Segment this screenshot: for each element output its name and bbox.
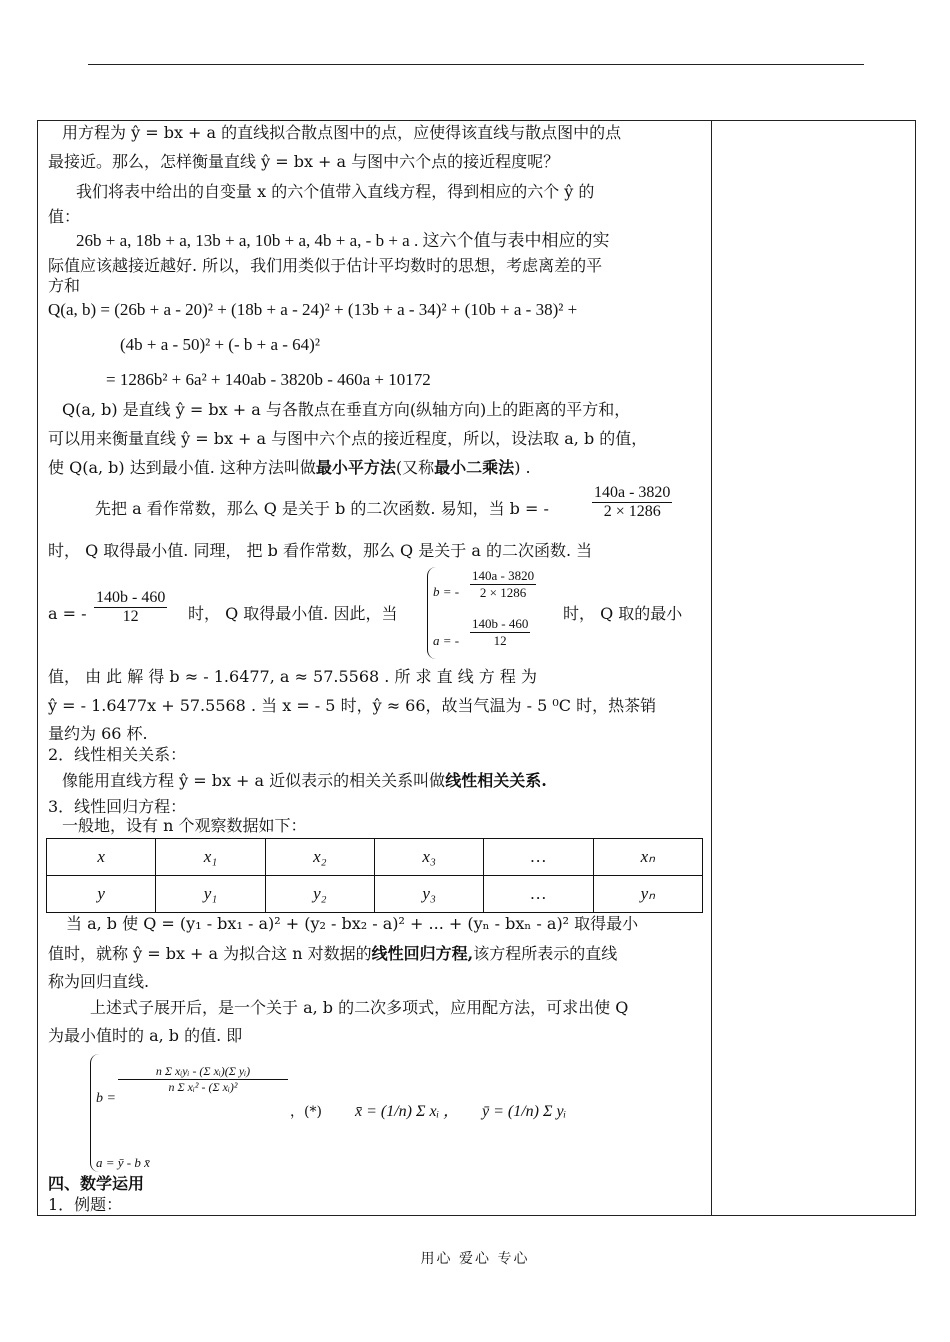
text-line: 时， Q 取得最小值. 同理， 把 b 看作常数，那么 Q 是关于 a 的二次函数. 当	[48, 541, 593, 560]
text-line: 最接近。那么，怎样衡量直线 ŷ = bx + a 与图中六个点的接近程度呢？	[48, 152, 560, 171]
table-cell: y₃	[374, 876, 483, 913]
equation-line: Q(a, b) = (26b + a - 20)² + (18b + a - 24)² + (13b + a - 34)² + (10b + a - 38)² +	[48, 300, 578, 319]
text-line: 26b + a, 18b + a, 13b + a, 10b + a, 4b + a, - b + a . 这六个值与表中相应的实	[76, 231, 610, 250]
text-line: 称为回归直线.	[48, 972, 150, 991]
text-line: 用方程为 ŷ = bx + a 的直线拟合散点图中的点，应使得该直线与散点图中的点	[62, 123, 622, 142]
column-divider	[711, 120, 712, 1216]
text-line: 方和	[48, 276, 81, 295]
mean-y: ȳ = (1/n) Σ yᵢ	[482, 1103, 567, 1120]
text-line: 使 Q(a, b) 达到最小值. 这种方法叫做最小平方法(又称最小二乘法) .	[48, 458, 531, 477]
text-line: 1．例题：	[48, 1195, 123, 1214]
formula-star: ，(*)	[290, 1104, 322, 1120]
system-fraction-a: $\frac{140b - 460}{12}$	[472, 616, 529, 648]
table-cell: x	[47, 839, 156, 876]
text-line: 值：	[48, 207, 81, 226]
system-b-label: b = -	[433, 584, 460, 599]
regression-fraction: n Σ xᵢyᵢ - (Σ xᵢ)(Σ yᵢ) n Σ xᵢ² - (Σ xᵢ)²	[118, 1064, 288, 1095]
section-heading: 3．线性回归方程：	[48, 797, 187, 816]
text-line: 际值应该越接近越好. 所以，我们用类似于估计平均数时的思想，考虑离差的平	[48, 256, 603, 275]
mean-x: x̄ = (1/n) Σ xᵢ ，	[355, 1103, 460, 1120]
text-line: 值时，就称 ŷ = bx + a 为拟合这 n 对数据的线性回归方程,该方程所表示的直线	[48, 944, 618, 963]
table-cell: xₙ	[593, 839, 702, 876]
formula-a: a = ȳ - b x̄	[96, 1155, 150, 1170]
formula-b-lhs: b =	[96, 1091, 116, 1106]
text-line: 时， Q 取的最小	[563, 604, 683, 623]
text-line: 可以用来衡量直线 ŷ = bx + a 与图中六个点的接近程度，所以，设法取 a, b 的值，	[48, 429, 648, 448]
table-row	[47, 876, 703, 913]
text-line: 值， 由 此 解 得 b ≈ - 1.6477, a ≈ 57.5568 . 所 求 直 线 方 程 为	[48, 667, 537, 686]
table-cell: x₃	[374, 839, 483, 876]
text-line: Q(a, b) 是直线 ŷ = bx + a 与各散点在垂直方向(纵轴方向)上的距离的平方和，	[62, 400, 631, 419]
table-cell: …	[484, 839, 593, 876]
text-line: 上述式子展开后，是一个关于 a, b 的二次多项式，应用配方法，可求出使 Q	[90, 998, 629, 1017]
table-cell: …	[484, 876, 593, 913]
equation-line: (4b + a - 50)² + (- b + a - 64)²	[120, 335, 320, 354]
text-line: a = -	[48, 604, 87, 623]
text-line: 当 a, b 使 Q = (y₁ - bx₁ - a)² + (y₂ - bx₂ - a)² + ... + (yₙ - bxₙ - a)² 取得最小	[66, 914, 639, 933]
text-line: 像能用直线方程 ŷ = bx + a 近似表示的相关关系叫做线性相关关系.	[62, 771, 547, 790]
observation-table	[46, 838, 703, 913]
text-line: 我们将表中给出的自变量 x 的六个值带入直线方程，得到相应的六个 ŷ 的	[76, 182, 595, 201]
text-line: 为最小值时的 a, b 的值. 即	[48, 1026, 243, 1045]
text-line: 一般地，设有 n 个观察数据如下：	[62, 816, 307, 835]
text-line: 时， Q 取得最小值. 因此，当	[188, 604, 398, 623]
section-heading: 四、数学运用	[48, 1174, 145, 1193]
text-line: ŷ = - 1.6477x + 57.5568 . 当 x = - 5 时，ŷ ≈ 66，故当气温为 - 5 ⁰C 时，热茶销	[48, 696, 657, 715]
table-cell: yₙ	[593, 876, 702, 913]
table-row	[47, 839, 703, 876]
table-cell: x₂	[265, 839, 374, 876]
text-line: 先把 a 看作常数，那么 Q 是关于 b 的二次函数. 易知，当 b = -	[95, 499, 549, 518]
fraction-a: $\frac{140b - 460}{12}$	[96, 589, 166, 625]
system-fraction-b: $\frac{140a - 3820}{2 \times 1286}$	[472, 568, 535, 600]
section-heading: 2．线性相关关系：	[48, 745, 187, 764]
text-line: 量约为 66 杯.	[48, 724, 148, 743]
fraction-b: $\frac{140a - 3820}{2 \times 1286}$	[594, 484, 671, 520]
table-cell: x₁	[156, 839, 265, 876]
table-cell: y₂	[265, 876, 374, 913]
equation-line: = 1286b² + 6a² + 140ab - 3820b - 460a + 10172	[106, 370, 431, 389]
system-a-label: a = -	[433, 633, 460, 648]
table-cell: y	[47, 876, 156, 913]
table-cell: y₁	[156, 876, 265, 913]
header-rule	[88, 64, 864, 65]
page-footer: 用心 爱心 专心	[420, 1251, 530, 1267]
